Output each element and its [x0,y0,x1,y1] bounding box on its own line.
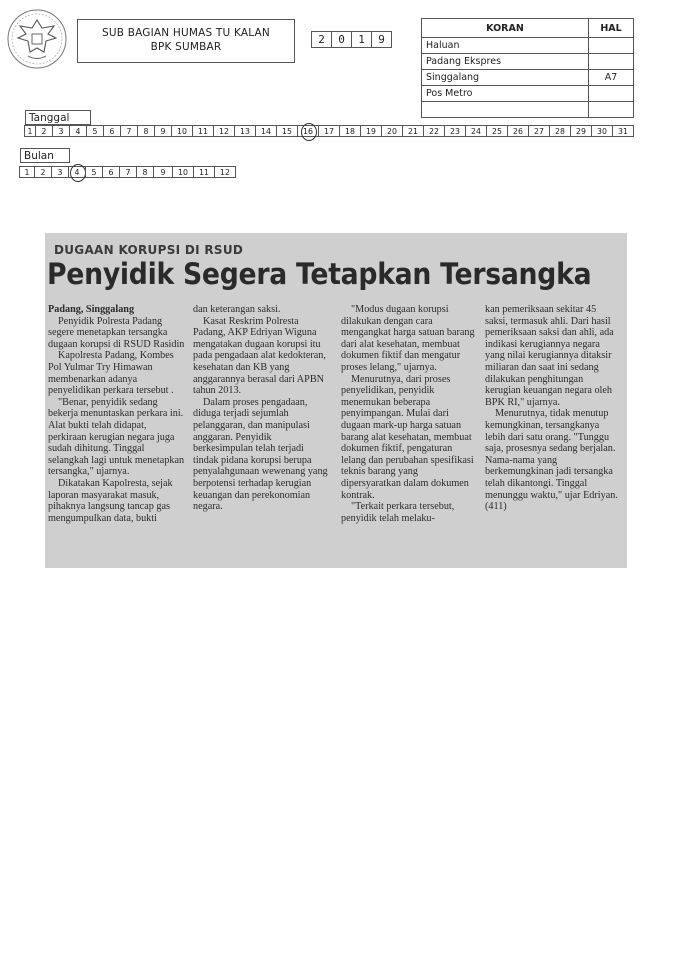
tanggal-day-cell: 21 [402,125,424,137]
tanggal-day-cell: 5 [86,125,104,137]
tanggal-day-cell: 29 [570,125,592,137]
article-column-3 [341,304,476,524]
tanggal-day-cell: 17 [318,125,340,137]
office-subname: BPK SUMBAR [150,41,222,53]
tanggal-day-cell: 26 [507,125,529,137]
newspaper-name: Pos Metro [422,86,589,102]
article-paragraph: Dikatakan Kapolresta, sejak laporan masyarakat masuk, pihaknya langsung tancap gas mengumpulkan data, bukti [48,477,173,524]
page-number [589,54,634,70]
tanggal-day-cell: 28 [549,125,571,137]
newspaper-table [421,18,634,118]
bulan-month-row [20,166,236,178]
bulan-month-cell: 1 [19,166,35,178]
table-row [422,86,634,102]
table-row [422,38,634,54]
tanggal-day-cell: 14 [255,125,277,137]
bulan-month-cell: 2 [34,166,52,178]
bulan-month-cell: 7 [119,166,137,178]
article-paragraph: "Terkait perkara tersebut, penyidik telah melaku- [341,501,455,524]
bulan-month-cell: 5 [85,166,103,178]
tanggal-day-cell: 4 [69,125,87,137]
table-row [422,102,634,118]
tanggal-day-cell: 20 [381,125,403,137]
tanggal-day-cell: 30 [591,125,613,137]
tanggal-day-cell: 31 [612,125,634,137]
bulan-label: Bulan [20,148,70,163]
bulan-month-cell: 4 [68,166,86,178]
article-kicker: DUGAAN KORUPSI DI RSUD [54,243,244,257]
tanggal-day-cell: 8 [137,125,155,137]
office-header-box [77,19,295,63]
tanggal-day-cell: 1 [24,125,36,137]
tanggal-day-cell: 23 [444,125,466,137]
newspaper-name: Singgalang [422,70,589,86]
article-paragraph: Kapolresta Padang, Kombes Pol Yulmar Try Himawan membenarkan adanya penyelidikan perkara tersebut . [48,350,174,397]
bulan-month-cell: 12 [214,166,236,178]
tanggal-day-cell: 7 [120,125,138,137]
article-paragraph: "Benar, penyidik sedang bekerja menuntaskan perkara ini. Alat bukti telah didapat, perkiraan kerugian negara juga sudah dihitung. Tinggal selangkah lagi untuk menetapkan tersangka," ujarnya. [48,396,185,478]
article-column-4 [485,304,621,513]
tanggal-day-cell: 19 [360,125,382,137]
article-paragraph: dan keterangan saksi. [193,304,281,315]
newspaper-name: Padang Ekspres [422,54,589,70]
tanggal-day-cell: 22 [423,125,445,137]
bulan-month-cell: 9 [153,166,173,178]
article-paragraph: Dalam proses pengadaan, diduga terjadi sejumlah pelanggaran, dan manipulasi anggaran. Penyidik berkesimpulan telah terjadi tindak pidana korupsi berupa penyalahgunaan wewenang yang berpotensi terhadap kerugian keuangan dan perekonomian negara. [193,396,328,513]
tanggal-day-cell: 16 [297,125,319,137]
article-paragraph: Menurutnya, tidak menutup kemungkinan, tersangkanya lebih dari satu orang. "Tunggu saja, prosesnya sedang berjalan. Nama-nama yang berkemungkinan jadi tersangka telah dikantongi. Tinggal menunggu waktu," ujar Edriyan. (411) [485,408,618,513]
article-column-1 [48,304,185,524]
article-column-2 [193,304,331,513]
page-column-header: HAL [589,19,634,38]
article-paragraph: Kasat Reskrim Polresta Padang, AKP Edriyan Wiguna mengatakan dugaan korupsi itu pada pengadaan alat kedokteran, kesehatan dan KB yang anggarannya berasal dari APBN tahun 2013. [193,315,326,397]
tanggal-day-cell: 2 [35,125,53,137]
table-row [422,54,634,70]
article-paragraph: Penyidik Polresta Padang segere menetapkan tersangka dugaan korupsi di RSUD Rasidin [48,315,185,350]
tanggal-label: Tanggal [25,110,91,125]
tanggal-day-cell: 9 [154,125,172,137]
tanggal-day-row [25,125,634,137]
tanggal-day-cell: 6 [103,125,121,137]
year-digit: 2 [311,31,332,48]
table-row [422,70,634,86]
page-number [589,86,634,102]
tanggal-day-cell: 24 [465,125,487,137]
bulan-month-cell: 8 [136,166,154,178]
tanggal-day-cell: 15 [276,125,298,137]
newspaper-name: Haluan [422,38,589,54]
bulan-month-cell: 3 [51,166,69,178]
article-paragraph: kan pemeriksaan sekitar 45 saksi, termasuk ahli. Dari hasil pemeriksaan saksi dan ahli, ada indikasi kerugiannya negara yang nilai kerugiannya ditaksir miliaran dan saat ini sedang dilakukan penghitungan kerugian keuangan negara oleh BPK RI," ujarnya. [485,304,614,408]
year-digit: 1 [351,31,372,48]
bulan-month-cell: 11 [193,166,215,178]
article-paragraph: Menurutnya, dari proses penyelidikan, penyidik menemukan beberapa penyimpangan. Mulai dari dugaan mark-up harga satuan barang alat kesehatan, membuat dokumen fiktif, pengaturan lelang dan perubahan spesifikasi teknis barang yang dipersyaratkan dalam dokumen kontrak. [341,373,474,501]
newspaper-column-header: KORAN [422,19,589,38]
article-paragraph: "Modus dugaan korupsi dilakukan dengan cara mengangkat harga satuan barang dari alat kesehatan, membuat dokumen fiktif dan mengatur proses lelang," ujarnya. [341,304,475,373]
article-dateline: Padang, Singgalang [48,304,135,315]
year-boxes [312,31,392,48]
page-number [589,38,634,54]
tanggal-day-cell: 25 [486,125,508,137]
page-number: A7 [589,70,634,86]
tanggal-day-cell: 12 [213,125,235,137]
tanggal-day-cell: 13 [234,125,256,137]
bulan-month-cell: 10 [172,166,194,178]
year-digit: 0 [331,31,352,48]
newspaper-name [422,102,589,118]
tanggal-day-cell: 18 [339,125,361,137]
year-digit: 9 [371,31,392,48]
garuda-emblem-icon [6,8,68,70]
article-headline: Penyidik Segera Tetapkan Tersangka [47,257,592,291]
tanggal-day-cell: 11 [192,125,214,137]
tanggal-day-cell: 3 [52,125,70,137]
office-name: SUB BAGIAN HUMAS TU KALAN [102,27,270,39]
bulan-month-cell: 6 [102,166,120,178]
tanggal-day-cell: 27 [528,125,550,137]
tanggal-day-cell: 10 [171,125,193,137]
page-number [589,102,634,118]
